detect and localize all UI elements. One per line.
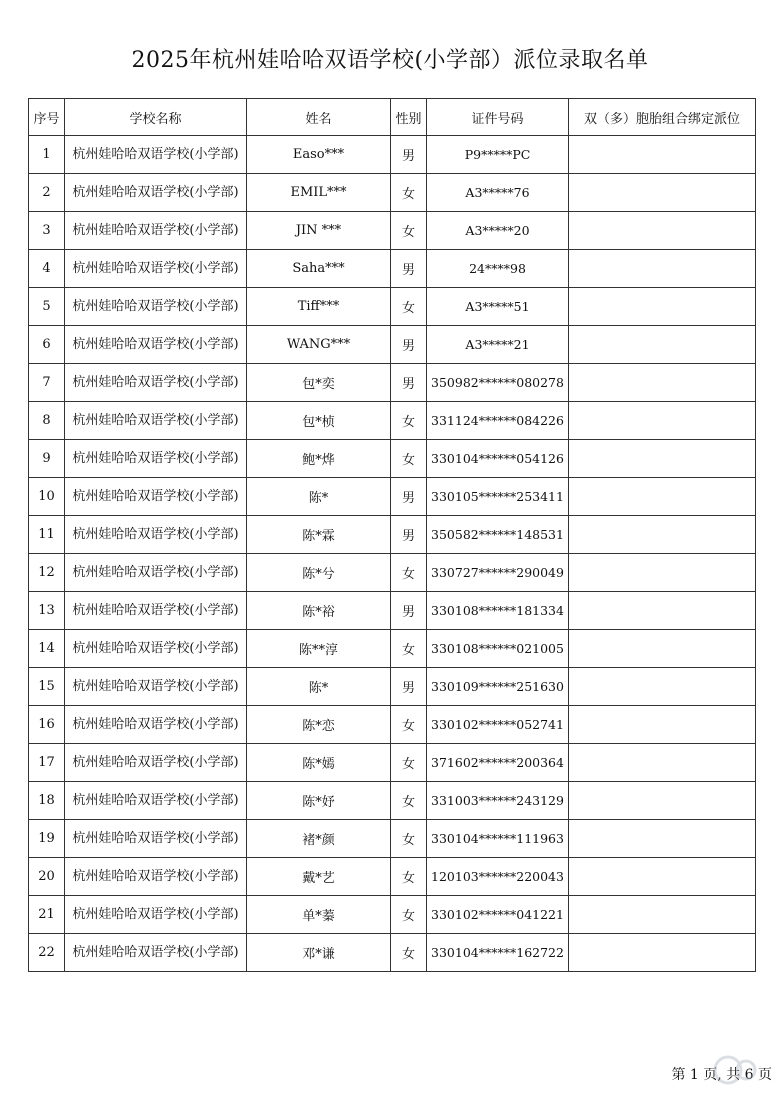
table-row [29, 934, 756, 972]
cell-student-name: 陈*嫣 [247, 744, 391, 782]
cell-school-name: 杭州娃哈哈双语学校(小学部) [65, 402, 247, 440]
table-row [29, 706, 756, 744]
cell-twin-binding [569, 516, 756, 554]
cell-serial-number: 3 [29, 212, 65, 250]
cell-id-number: 330105******253411 [427, 478, 569, 516]
header-id-number: 证件号码 [427, 99, 569, 136]
cell-gender: 女 [391, 706, 427, 744]
cell-gender: 女 [391, 212, 427, 250]
admission-table [28, 98, 756, 972]
cell-student-name: Saha*** [247, 250, 391, 288]
cell-id-number: 330108******181334 [427, 592, 569, 630]
cell-school-name: 杭州娃哈哈双语学校(小学部) [65, 136, 247, 174]
cell-school-name: 杭州娃哈哈双语学校(小学部) [65, 174, 247, 212]
cell-twin-binding [569, 250, 756, 288]
header-school-name: 学校名称 [65, 99, 247, 136]
cell-student-name: JIN *** [247, 212, 391, 250]
cell-twin-binding [569, 858, 756, 896]
table-row [29, 212, 756, 250]
cell-id-number: A3*****21 [427, 326, 569, 364]
cell-serial-number: 19 [29, 820, 65, 858]
cell-id-number: 330102******041221 [427, 896, 569, 934]
cell-student-name: 陈*妤 [247, 782, 391, 820]
cell-id-number: 24****98 [427, 250, 569, 288]
cell-student-name: 包*奕 [247, 364, 391, 402]
cell-school-name: 杭州娃哈哈双语学校(小学部) [65, 516, 247, 554]
cell-student-name: 单*蓁 [247, 896, 391, 934]
cell-id-number: 330104******054126 [427, 440, 569, 478]
cell-school-name: 杭州娃哈哈双语学校(小学部) [65, 858, 247, 896]
cell-id-number: 330104******162722 [427, 934, 569, 972]
table-row [29, 478, 756, 516]
cell-school-name: 杭州娃哈哈双语学校(小学部) [65, 326, 247, 364]
cell-gender: 女 [391, 630, 427, 668]
cell-id-number: 330102******052741 [427, 706, 569, 744]
table-row [29, 630, 756, 668]
cell-school-name: 杭州娃哈哈双语学校(小学部) [65, 250, 247, 288]
cell-student-name: 鲍*烨 [247, 440, 391, 478]
cell-gender: 男 [391, 668, 427, 706]
cell-twin-binding [569, 706, 756, 744]
cell-school-name: 杭州娃哈哈双语学校(小学部) [65, 782, 247, 820]
cell-serial-number: 17 [29, 744, 65, 782]
cell-twin-binding [569, 820, 756, 858]
table-row [29, 858, 756, 896]
cell-serial-number: 8 [29, 402, 65, 440]
cell-serial-number: 9 [29, 440, 65, 478]
cell-serial-number: 21 [29, 896, 65, 934]
cell-id-number: A3*****51 [427, 288, 569, 326]
cell-serial-number: 22 [29, 934, 65, 972]
cell-student-name: Tiff*** [247, 288, 391, 326]
cell-gender: 女 [391, 174, 427, 212]
cell-twin-binding [569, 136, 756, 174]
cell-serial-number: 18 [29, 782, 65, 820]
cell-serial-number: 14 [29, 630, 65, 668]
cell-id-number: 350982******080278 [427, 364, 569, 402]
table-header-row [29, 99, 756, 136]
table-row [29, 174, 756, 212]
cell-student-name: 陈*恋 [247, 706, 391, 744]
cell-student-name: WANG*** [247, 326, 391, 364]
cell-twin-binding [569, 782, 756, 820]
cell-serial-number: 1 [29, 136, 65, 174]
cell-gender: 女 [391, 896, 427, 934]
cell-student-name: 陈*裕 [247, 592, 391, 630]
cell-twin-binding [569, 668, 756, 706]
cell-school-name: 杭州娃哈哈双语学校(小学部) [65, 820, 247, 858]
cell-id-number: A3*****20 [427, 212, 569, 250]
cell-twin-binding [569, 288, 756, 326]
table-body [29, 136, 756, 972]
cell-serial-number: 6 [29, 326, 65, 364]
cell-student-name: EMIL*** [247, 174, 391, 212]
cell-serial-number: 16 [29, 706, 65, 744]
cell-school-name: 杭州娃哈哈双语学校(小学部) [65, 592, 247, 630]
cell-school-name: 杭州娃哈哈双语学校(小学部) [65, 364, 247, 402]
cell-gender: 女 [391, 402, 427, 440]
cell-id-number: 330104******111963 [427, 820, 569, 858]
cell-serial-number: 20 [29, 858, 65, 896]
cell-id-number: 350582******148531 [427, 516, 569, 554]
cell-twin-binding [569, 364, 756, 402]
cell-gender: 男 [391, 326, 427, 364]
cell-twin-binding [569, 592, 756, 630]
cell-twin-binding [569, 212, 756, 250]
cell-school-name: 杭州娃哈哈双语学校(小学部) [65, 744, 247, 782]
cell-gender: 女 [391, 782, 427, 820]
table-row [29, 744, 756, 782]
cell-id-number: 331124******084226 [427, 402, 569, 440]
cell-school-name: 杭州娃哈哈双语学校(小学部) [65, 630, 247, 668]
page-footer: 第 1 页, 共 6 页 [671, 1067, 772, 1083]
cell-gender: 女 [391, 934, 427, 972]
table-row [29, 136, 756, 174]
cell-gender: 男 [391, 250, 427, 288]
table-row [29, 402, 756, 440]
cell-student-name: Easo*** [247, 136, 391, 174]
cell-id-number: 371602******200364 [427, 744, 569, 782]
table-row [29, 516, 756, 554]
cell-twin-binding [569, 554, 756, 592]
cell-gender: 女 [391, 820, 427, 858]
cell-gender: 女 [391, 858, 427, 896]
cell-gender: 男 [391, 136, 427, 174]
table-row [29, 250, 756, 288]
cell-student-name: 陈*兮 [247, 554, 391, 592]
cell-student-name: 戴*艺 [247, 858, 391, 896]
cell-twin-binding [569, 934, 756, 972]
cell-id-number: A3*****76 [427, 174, 569, 212]
cell-student-name: 邓*谦 [247, 934, 391, 972]
cell-school-name: 杭州娃哈哈双语学校(小学部) [65, 896, 247, 934]
cell-student-name: 褚*颜 [247, 820, 391, 858]
cell-id-number: 330109******251630 [427, 668, 569, 706]
document-title: 2025年杭州娃哈哈双语学校(小学部）派位录取名单 [131, 48, 649, 73]
cell-gender: 女 [391, 288, 427, 326]
cell-serial-number: 5 [29, 288, 65, 326]
table-row [29, 592, 756, 630]
cell-school-name: 杭州娃哈哈双语学校(小学部) [65, 554, 247, 592]
cell-school-name: 杭州娃哈哈双语学校(小学部) [65, 288, 247, 326]
cell-twin-binding [569, 630, 756, 668]
cell-twin-binding [569, 896, 756, 934]
cell-gender: 女 [391, 440, 427, 478]
cell-twin-binding [569, 326, 756, 364]
cell-serial-number: 7 [29, 364, 65, 402]
header-twin-binding: 双（多）胞胎组合绑定派位 [569, 99, 756, 136]
cell-gender: 男 [391, 478, 427, 516]
cell-id-number: 120103******220043 [427, 858, 569, 896]
table-row [29, 782, 756, 820]
cell-student-name: 陈* [247, 668, 391, 706]
watermark-logo [708, 1052, 764, 1092]
table-row [29, 896, 756, 934]
cell-twin-binding [569, 174, 756, 212]
cell-twin-binding [569, 440, 756, 478]
cell-school-name: 杭州娃哈哈双语学校(小学部) [65, 668, 247, 706]
cell-student-name: 陈* [247, 478, 391, 516]
header-serial-number: 序号 [29, 99, 65, 136]
table-row [29, 440, 756, 478]
header-gender: 性别 [391, 99, 427, 136]
cell-school-name: 杭州娃哈哈双语学校(小学部) [65, 934, 247, 972]
table-row [29, 668, 756, 706]
cell-student-name: 包*桢 [247, 402, 391, 440]
table-row [29, 288, 756, 326]
cell-student-name: 陈*霖 [247, 516, 391, 554]
cell-serial-number: 11 [29, 516, 65, 554]
cell-id-number: 330727******290049 [427, 554, 569, 592]
cell-serial-number: 10 [29, 478, 65, 516]
header-student-name: 姓名 [247, 99, 391, 136]
table-row [29, 364, 756, 402]
cell-gender: 男 [391, 592, 427, 630]
cell-twin-binding [569, 402, 756, 440]
cell-gender: 男 [391, 364, 427, 402]
cell-id-number: 331003******243129 [427, 782, 569, 820]
cell-serial-number: 12 [29, 554, 65, 592]
cell-twin-binding [569, 478, 756, 516]
cell-serial-number: 13 [29, 592, 65, 630]
cell-serial-number: 15 [29, 668, 65, 706]
table-row [29, 820, 756, 858]
cell-school-name: 杭州娃哈哈双语学校(小学部) [65, 440, 247, 478]
cell-gender: 女 [391, 744, 427, 782]
cell-school-name: 杭州娃哈哈双语学校(小学部) [65, 478, 247, 516]
cell-serial-number: 2 [29, 174, 65, 212]
cell-gender: 女 [391, 554, 427, 592]
cell-school-name: 杭州娃哈哈双语学校(小学部) [65, 706, 247, 744]
cell-twin-binding [569, 744, 756, 782]
cell-serial-number: 4 [29, 250, 65, 288]
table-row [29, 554, 756, 592]
cell-id-number: 330108******021005 [427, 630, 569, 668]
cell-gender: 男 [391, 516, 427, 554]
table-row [29, 326, 756, 364]
cell-id-number: P9*****PC [427, 136, 569, 174]
cell-student-name: 陈**淳 [247, 630, 391, 668]
cell-school-name: 杭州娃哈哈双语学校(小学部) [65, 212, 247, 250]
